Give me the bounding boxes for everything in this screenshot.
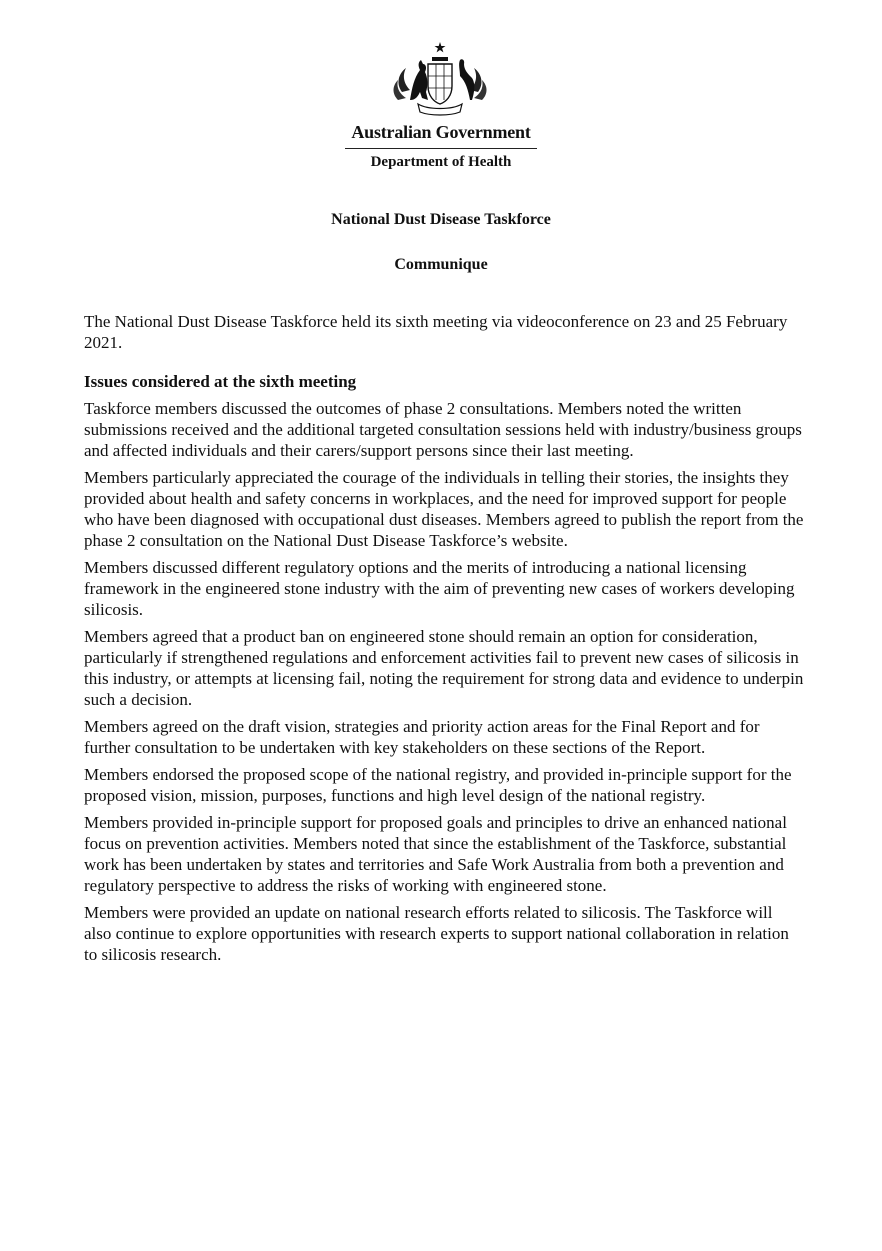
intro-paragraph: The National Dust Disease Taskforce held its sixth meeting via videoconference on 23 and 25 February 2021. xyxy=(84,312,788,352)
body-paragraph: Members discussed different regulatory options and the merits of introducing a national licensing framework in the engineered stone industry with the aim of preventing new cases of workers developing silicosis. xyxy=(84,558,795,619)
body-paragraph: Taskforce members discussed the outcomes of phase 2 consultations. Members noted the written submissions received and the additional targeted consultation sessions held with industry/business groups and affected individuals and their carers/support persons since their last meeting. xyxy=(84,399,802,460)
header-divider xyxy=(345,148,537,149)
department-name: Department of Health xyxy=(370,154,512,170)
document-subtitle: Communique xyxy=(394,256,488,273)
body-paragraph: Members agreed on the draft vision, strategies and priority action areas for the Final Report and for further consultation to be undertaken with key stakeholders on these sections of the Report. xyxy=(84,717,760,757)
government-name: Australian Government xyxy=(351,122,531,142)
body-paragraph: Members particularly appreciated the courage of the individuals in telling their stories, the insights they provided about health and safety concerns in workplaces, and the need for improved support for people who have been diagnosed with occupational dust diseases. Members agreed to publish the report from the phase 2 consultation on the National Dust Disease Taskforce’s website. xyxy=(84,468,804,550)
body-paragraph: Members agreed that a product ban on engineered stone should remain an option for consideration, particularly if strengthened regulations and enforcement activities fail to prevent new cases of silicosis in this industry, or attempts at licensing fail, noting the requirement for strong data and evidence to underpin such a decision. xyxy=(84,627,804,709)
coat-of-arms-logo xyxy=(388,40,492,118)
body-paragraph: Members provided in-principle support for proposed goals and principles to drive an enhanced national focus on prevention activities. Members noted that since the establishment of the Taskforce, substantial work has been undertaken by states and territories and Safe Work Australia from both a prevention and regulatory perspective to address the risks of working with engineered stone. xyxy=(84,813,787,895)
body-paragraph: Members were provided an update on national research efforts related to silicosis. The Taskforce will also continue to explore opportunities with research experts to support national collaboration in relation to silicosis research. xyxy=(84,903,789,964)
document-title: National Dust Disease Taskforce xyxy=(331,211,551,228)
document-body xyxy=(84,311,804,971)
section-heading: Issues considered at the sixth meeting xyxy=(84,372,357,391)
body-paragraph: Members endorsed the proposed scope of the national registry, and provided in-principle support for the proposed vision, mission, purposes, functions and high level design of the national registry. xyxy=(84,765,792,805)
